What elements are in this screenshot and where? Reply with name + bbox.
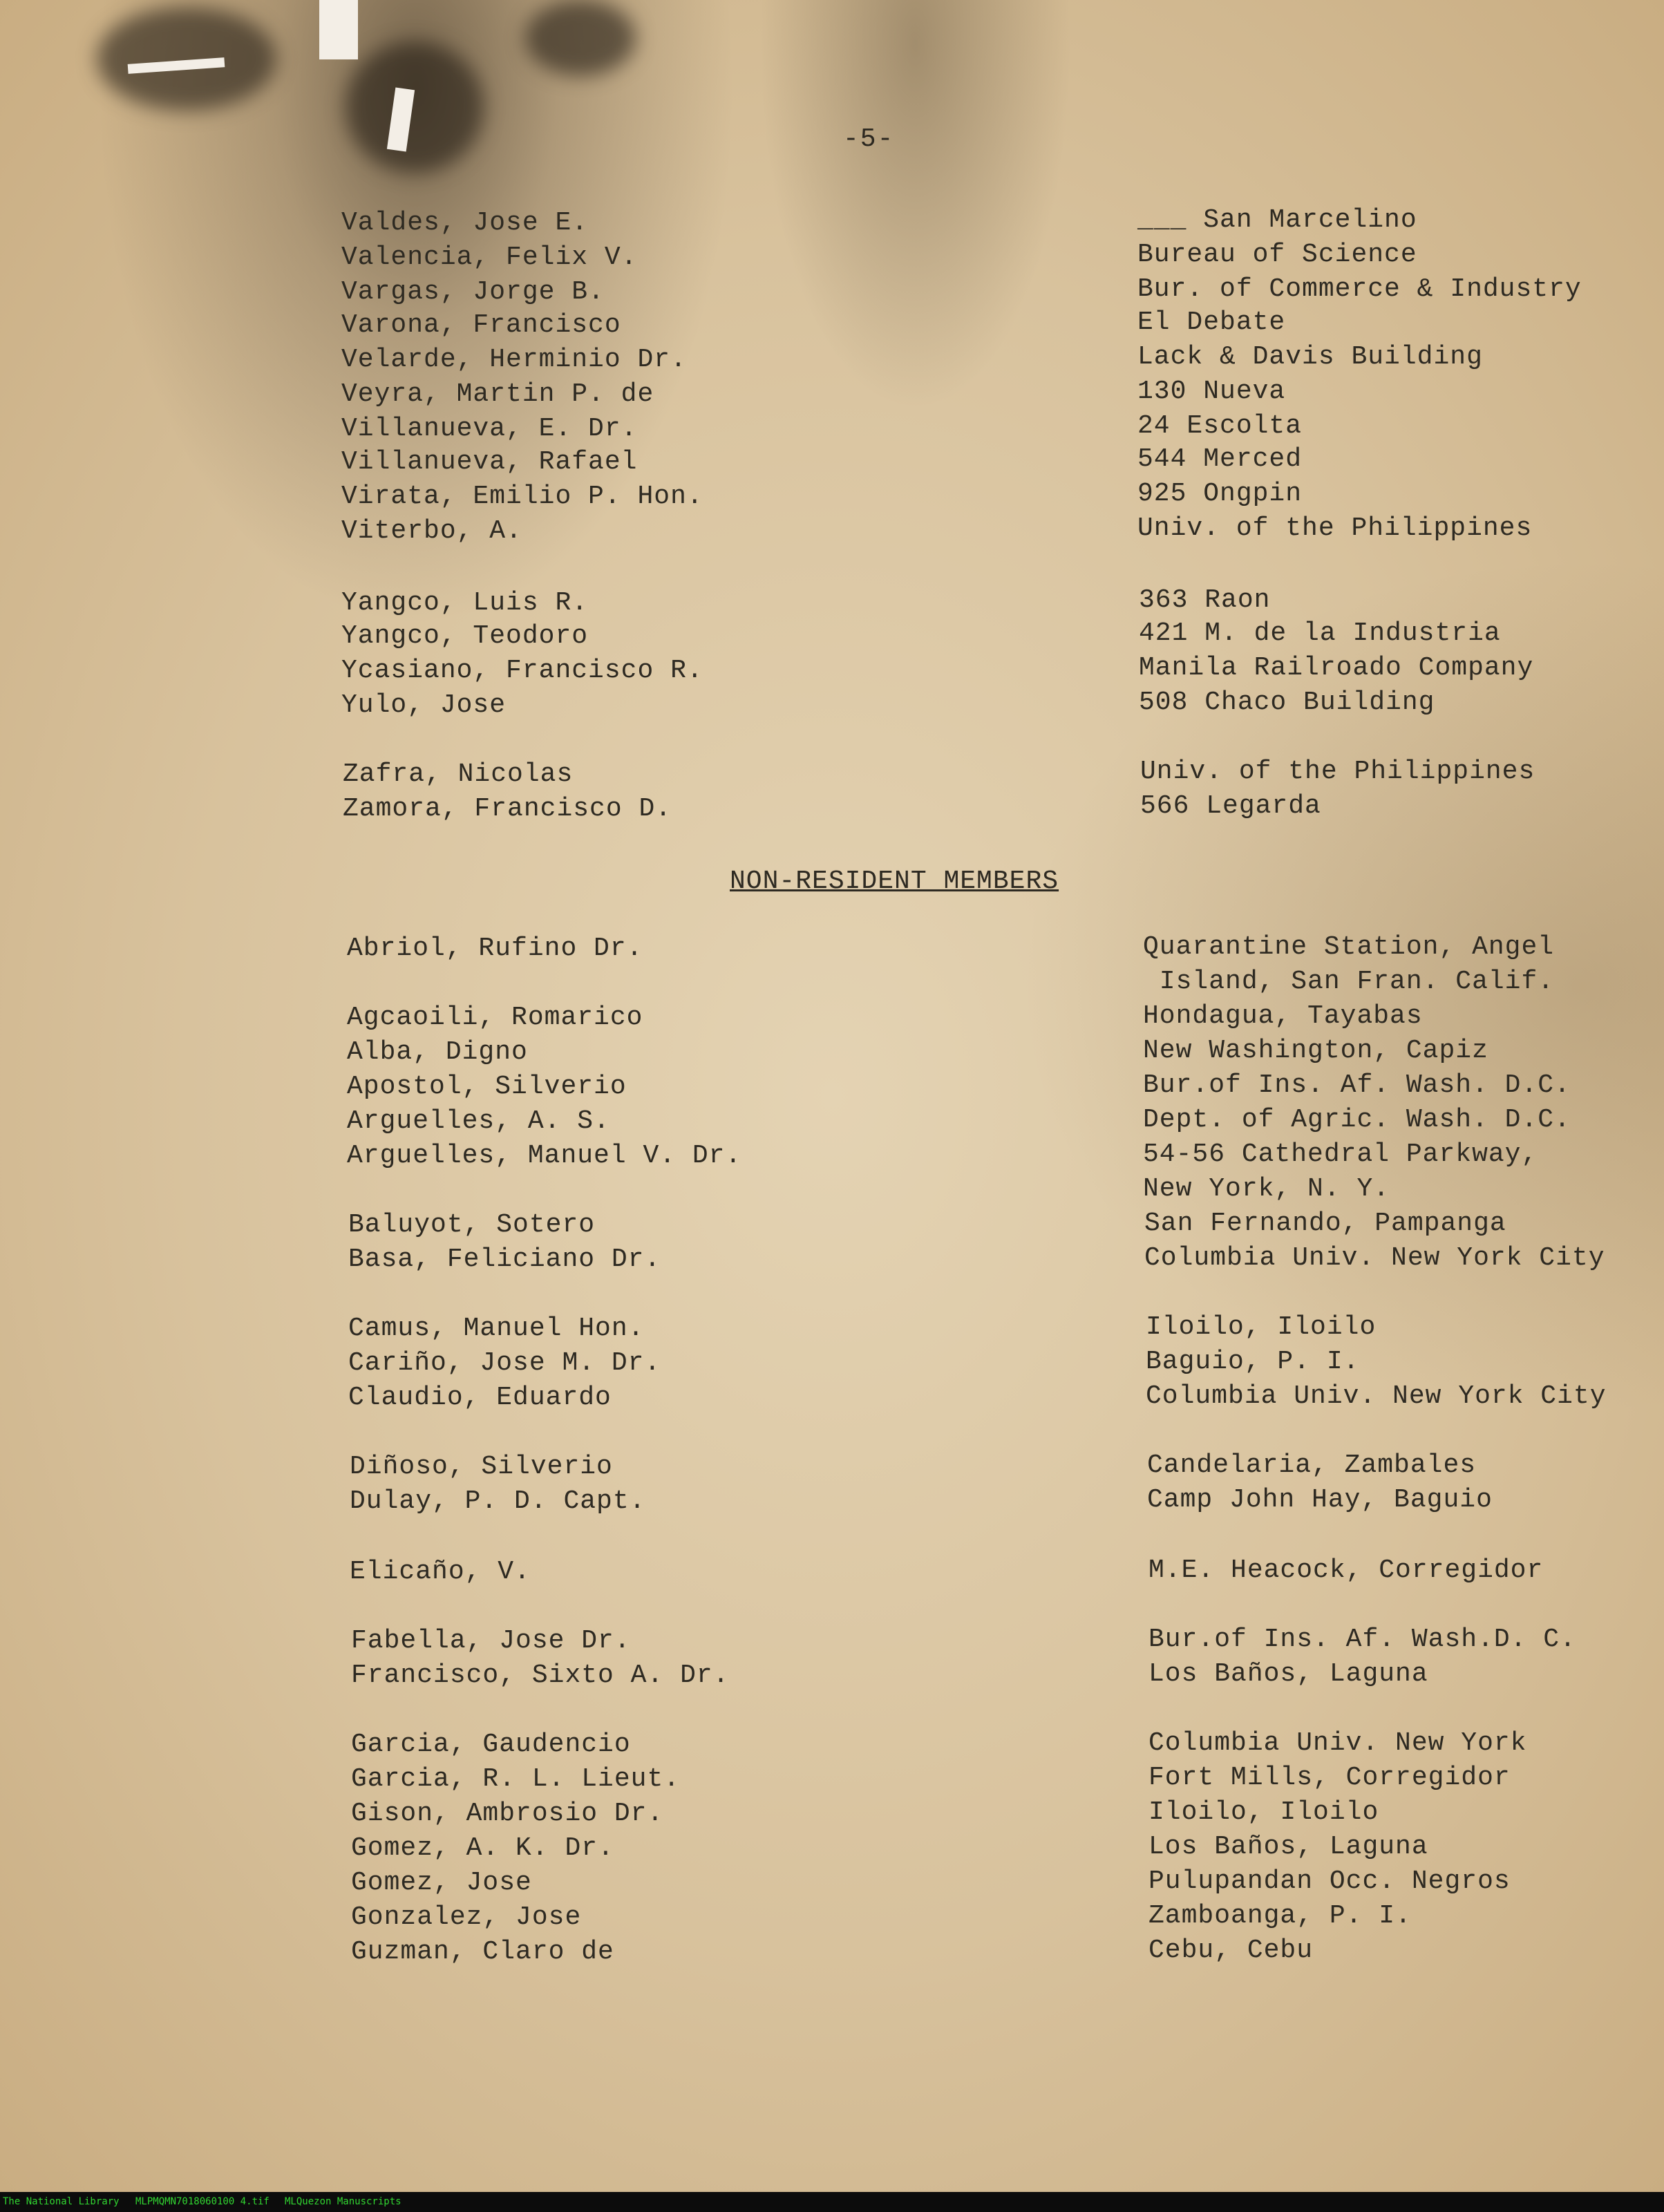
member-address: Hondagua, Tayabas [1143,1001,1423,1031]
member-address: Columbia Univ. New York City [1146,1381,1607,1411]
member-name: Velarde, Herminio Dr. [341,345,687,375]
member-address: Los Baños, Laguna [1148,1659,1428,1689]
member-address: Baguio, P. I. [1146,1347,1360,1377]
page-number: -5- [843,124,895,154]
member-name: Apostol, Silverio [347,1072,627,1102]
burn-stain [97,7,276,111]
member-name: Valencia, Felix V. [341,243,638,272]
member-address: 130 Nueva [1137,377,1286,406]
member-name: Elicaño, V. [350,1557,531,1587]
member-name: Alba, Digno [347,1037,528,1067]
member-address: Cebu, Cebu [1148,1936,1314,1965]
footer-source: The National Library [3,2196,120,2207]
member-address: M.E. Heacock, Corregidor [1148,1556,1544,1585]
member-name: Abriol, Rufino Dr. [347,934,643,963]
member-name: Camus, Manuel Hon. [348,1314,645,1343]
member-address: ___ San Marcelino [1137,205,1417,235]
member-name: Baluyot, Sotero [348,1210,596,1240]
member-name: Agcaoili, Romarico [347,1003,643,1032]
member-address: 566 Legarda [1140,791,1321,821]
member-name: Veyra, Martin P. de [341,379,654,409]
member-address: New Washington, Capiz [1143,1036,1488,1066]
member-name: Gison, Ambrosio Dr. [351,1799,664,1828]
member-address: 54-56 Cathedral Parkway, [1143,1140,1538,1169]
member-name: Viterbo, A. [341,516,522,546]
member-name: Zamora, Francisco D. [343,794,672,824]
member-name: Valdes, Jose E. [341,208,589,238]
member-name: Francisco, Sixto A. Dr. [351,1661,730,1690]
member-name: Ycasiano, Francisco R. [341,656,703,686]
member-address: Pulupandan Occ. Negros [1148,1866,1511,1896]
member-name: Gonzalez, Jose [351,1902,582,1932]
member-address: Columbia Univ. New York City [1144,1243,1605,1273]
member-name: Basa, Feliciano Dr. [348,1245,661,1274]
member-name: Garcia, R. L. Lieut. [351,1764,681,1794]
member-name: Yulo, Jose [341,690,507,720]
member-address: Iloilo, Iloilo [1146,1312,1377,1342]
member-name: Dulay, P. D. Capt. [350,1486,646,1516]
member-address: 925 Ongpin [1137,479,1303,509]
section-heading-non-resident: NON-RESIDENT MEMBERS [730,867,1059,896]
member-name: Villanueva, E. Dr. [341,414,638,444]
member-name: Villanueva, Rafael [341,447,638,477]
paper-tear [319,0,358,59]
member-address: Univ. of the Philippines [1140,757,1535,786]
member-address: 544 Merced [1137,444,1303,474]
member-name: Gomez, A. K. Dr. [351,1833,614,1863]
archive-footer-bar [0,2192,1664,2212]
member-address: Dept. of Agric. Wash. D.C. [1143,1105,1571,1135]
member-address: Zamboanga, P. I. [1148,1901,1412,1931]
member-address: Bur. of Commerce & Industry [1137,274,1582,304]
member-name: Diñoso, Silverio [350,1452,613,1482]
member-address: Manila Railroado Company [1139,653,1534,683]
member-name: Arguelles, A. S. [347,1106,610,1136]
member-name: Vargas, Jorge B. [341,277,605,307]
member-address: San Fernando, Pampanga [1144,1209,1506,1238]
member-name: Virata, Emilio P. Hon. [341,482,703,511]
member-name: Cariño, Jose M. Dr. [348,1348,661,1378]
member-address-line2: Island, San Fran. Calif. [1143,967,1555,996]
member-address: Fort Mills, Corregidor [1148,1763,1511,1793]
member-address: Candelaria, Zambales [1147,1450,1477,1480]
member-address: 24 Escolta [1137,411,1303,441]
member-name: Varona, Francisco [341,310,621,340]
member-name: Fabella, Jose Dr. [351,1626,631,1656]
member-name: Yangco, Teodoro [341,621,589,651]
member-name: Guzman, Claro de [351,1937,614,1967]
footer-file: MLPMQMN7018060100 4.tif [135,2196,270,2207]
member-name: Zafra, Nicolas [343,759,574,789]
burn-stain [525,0,636,76]
footer-collection: MLQuezon Manuscripts [285,2196,401,2207]
member-name: Gomez, Jose [351,1868,532,1898]
member-address: Lack & Davis Building [1137,342,1483,372]
member-name: Yangco, Luis R. [341,588,589,618]
member-name: Garcia, Gaudencio [351,1730,631,1759]
member-address: 363 Raon [1139,585,1271,615]
member-address: Iloilo, Iloilo [1148,1797,1379,1827]
member-address: 421 M. de la Industria [1139,618,1501,648]
member-address: El Debate [1137,308,1286,337]
member-name: Claudio, Eduardo [348,1383,612,1412]
member-address: 508 Chaco Building [1139,688,1435,717]
member-name: Arguelles, Manuel V. Dr. [347,1141,742,1171]
member-address: Bureau of Science [1137,240,1417,270]
member-address: Quarantine Station, Angel [1143,932,1555,962]
member-address: Univ. of the Philippines [1137,513,1533,543]
member-address: Los Baños, Laguna [1148,1832,1428,1862]
member-address-line2: New York, N. Y. [1143,1174,1390,1204]
member-address: Bur.of Ins. Af. Wash. D.C. [1143,1070,1571,1100]
burn-stain [346,41,484,173]
member-address: Columbia Univ. New York [1148,1728,1527,1758]
member-address: Camp John Hay, Baguio [1147,1485,1493,1515]
member-address: Bur.of Ins. Af. Wash.D. C. [1148,1625,1576,1654]
